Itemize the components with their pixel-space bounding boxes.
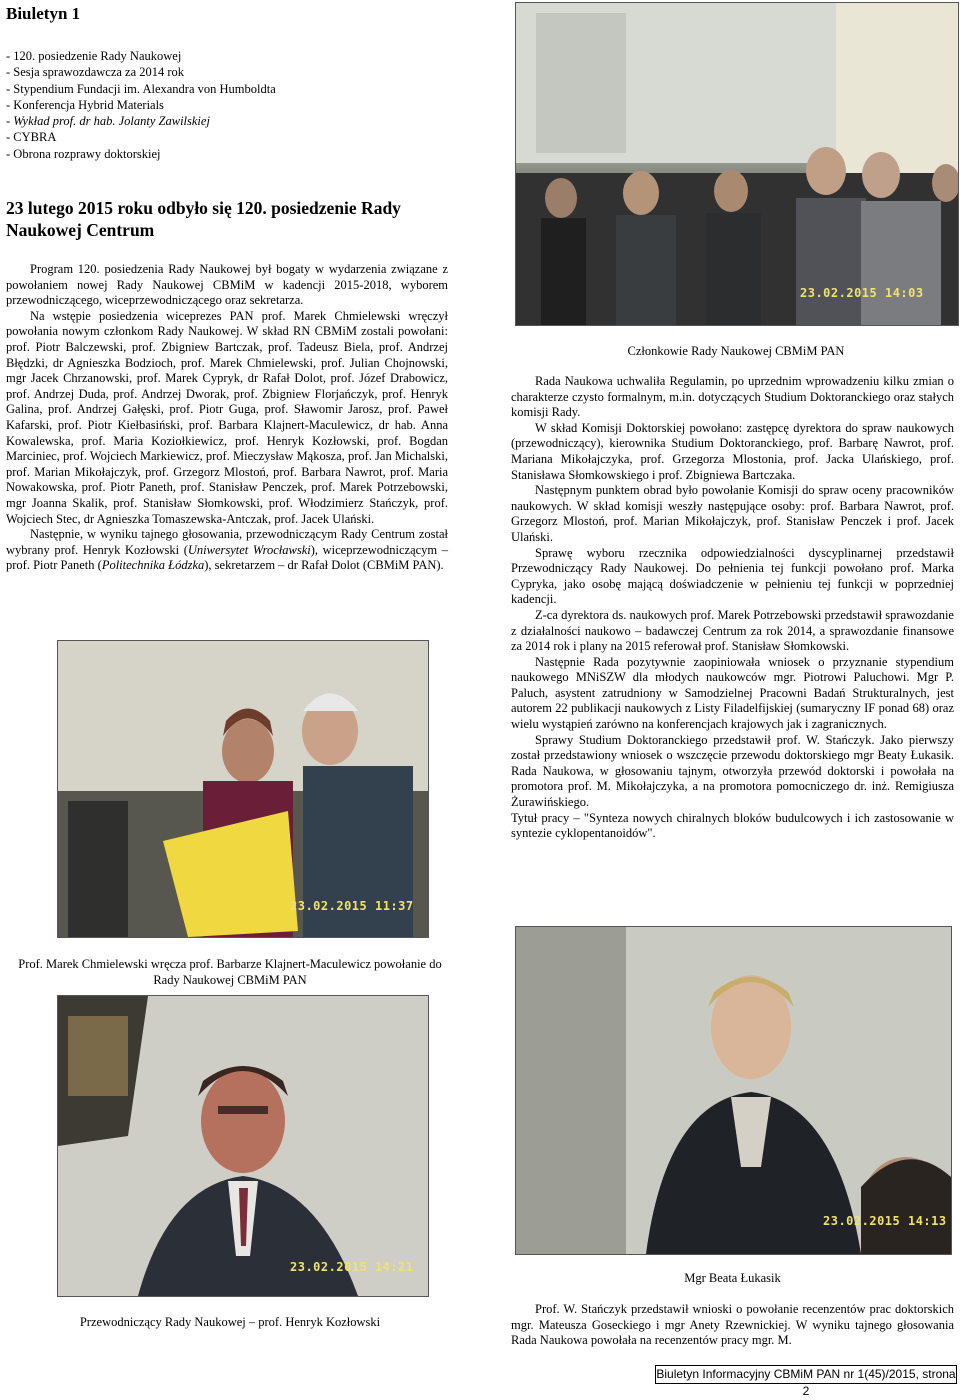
article-headline: 23 lutego 2015 roku odbyło się 120. posiedzenie Rady Naukowej Centrum xyxy=(6,198,401,240)
photo-caption: Przewodniczący Rady Naukowej – prof. Henryk Kozłowski xyxy=(79,1315,381,1329)
paragraph: Następnie Rada pozytywnie zaopiniowała wniosek o przyznanie stypendium naukowego MNiSZW dla młodych naukowców mgr. Piotrowi Paluchowi. Mgr P. Paluch, asystent zatrudniony w Samodzielnej Pracowni Badań Strukturalnych, jest autorem 22 publikacji naukowych z Listy Filadelfijskiej (sumaryczny IF ponad 68) oraz wielu wystąpień zarówno na konferencjach krajowych jak i zagranicznych. xyxy=(511,654,954,732)
paragraph: Prof. W. Stańczyk przedstawił wnioski o powołanie recenzentów prac doktorskich mgr. Mateusza Goseckiego i mgr Anety Rzewnickiej. W wyniku tajnego głosowania Rada Naukowa powołała na recenzentów pracy mgr. M. xyxy=(511,1302,954,1348)
paragraph: W skład Komisji Doktorskiej powołano: zastępcę dyrektora do spraw naukowych (przewodniczący), kierownika Studium Doktoranckiego, prof. Barbarę Nawrot, prof. Mariana Mikołajczyka, prof. Grzegorza Mlostonia, prof. Jacka Ulańskiego, prof. Stanisława Słomkowskiego i prof. Zbigniewa Bartczaka. xyxy=(511,420,954,482)
text-run: Następnie, w wyniku tajnego głosowania, przewodniczącym Rady Centrum został wybrany prof. Henryk Kozłowski ( xyxy=(6,527,448,557)
speaker-photo xyxy=(515,926,952,1255)
appointment-image xyxy=(58,641,428,937)
toc-item: - Sesja sprawozdawcza za 2014 rok xyxy=(6,65,185,80)
council-members-image xyxy=(516,3,958,325)
bottom-right-text xyxy=(511,1302,954,1349)
right-column xyxy=(511,374,954,842)
photo-caption: Prof. Marek Chmielewski wręcza prof. Barbarze Klajnert-Maculewicz powołanie do Rady Naukowej CBMiM PAN xyxy=(18,957,442,987)
appointment-photo xyxy=(57,640,429,938)
election-paragraph xyxy=(6,527,448,574)
photo-timestamp: 23.02.2015 14:21 xyxy=(290,1260,414,1274)
chairman-photo xyxy=(57,995,429,1297)
photo-caption: Mgr Beata Łukasik xyxy=(684,1271,781,1285)
photo-caption: Członkowie Rady Naukowej CBMiM PAN xyxy=(627,344,845,358)
university-name: Uniwersytet Wrocławski xyxy=(187,542,311,557)
paragraph: Następnym punktem obrad było powołanie Komisji do spraw oceny pracowników naukowych. W skład komisji weszły następujące osoby: prof. Barbara Nawrot, prof. Grzegorz Mlostoń, prof. Marian Mikołajczyk, prof. Stanisław Penczek i prof. Jacek Ulański. xyxy=(511,483,954,544)
toc-item: - Wykład prof. dr hab. Jolanty Zawilskiej xyxy=(6,114,210,129)
paragraph: Rada Naukowa uchwaliła Regulamin, po uprzednim wprowadzeniu kilku zmian o charakterze czysto formalnym, m.in. dotyczących Studium Doktoranckiego oraz stałych komisji Rady. xyxy=(511,374,954,420)
photo-timestamp: 23.02.2015 11:37 xyxy=(290,899,414,913)
toc-item: - Konferencja Hybrid Materials xyxy=(6,97,164,112)
speaker-image xyxy=(516,927,951,1254)
toc-item: - 120. posiedzenie Rady Naukowej xyxy=(6,49,182,63)
toc-item: - Stypendium Fundacji im. Alexandra von Humboldta xyxy=(6,81,276,96)
paragraph: Program 120. posiedzenia Rady Naukowej był bogaty w wydarzenia związane z powołaniem nowej Rady Naukowej CBMiM w kadencji 2015-2018, wyborem przewodniczącego, wiceprzewodniczącego oraz sekretarza. xyxy=(6,262,448,308)
page-footer: Biuletyn Informacyjny CBMiM PAN nr 1(45)/2015, strona 2 xyxy=(656,1367,956,1398)
table-of-contents xyxy=(6,48,276,162)
left-column xyxy=(6,262,448,574)
text-run: ), wiceprzewodniczącym – prof. Piotr Paneth ( xyxy=(6,542,448,573)
university-name: Politechnika Łódzka xyxy=(101,558,205,573)
toc-item: - Obrona rozprawy doktorskiej xyxy=(6,146,161,161)
thesis-title: Tytuł pracy – "Synteza nowych chiralnych bloków budulcowych i ich zastosowanie w syntezie cyklopentanoidów". xyxy=(511,810,954,841)
paragraph: Na wstępie posiedzenia wiceprezes PAN prof. Marek Chmielewski wręczył powołania nowym członkom Rady Naukowej. W skład RN CBMiM zostali powołani: prof. Piotr Balczewski, prof. Zbigniew Bartczak, prof. Tadeusz Biela, prof. Andrzej Błędzki, dr Agnieszka Bodzioch, prof. Marek Chmielewski, prof. Julian Chojnowski, mgr Jacek Chrzanowski, prof. Marek Cypryk, dr Rafał Dolot, prof. Józef Drabowicz, prof. Andrzej Duda, prof. Andrzej Dworak, prof. Zbigniew Florjańczyk, prof. Henryk Galina, prof. Andrzej Gałęski, prof. Piotr Guga, prof. Sławomir Jarosz, prof. Paweł Kafarski, prof. Piotr Kiełbasiński, prof. Barbara Klajnert-Maculewicz, dr hab. Anna Kowalewska, prof. Maria Koziołkiewicz, prof. Henryk Kozłowski, prof. Bogdan Marciniec, prof. Wojciech Markiewicz, prof. Mieczysław Mąkosza, prof. Jan Michalski, prof. Marian Mikołajczyk, prof. Grzegorz Mlostoń, prof. Barbara Nawrot, prof. Maria Nowakowska, prof. Piotr Paneth, prof. Stanisław Penczek, prof. Marek Potrzebowski, mgr Joanna Skalik, prof. Stanisław Słomkowski, prof. Włodzimierz Stańczyk, prof. Wojciech Stec, dr Agnieszka Tomaszewska-Antczak, prof. Jacek Ulański. xyxy=(6,308,448,526)
photo-timestamp: 23.02.2015 14:13 xyxy=(823,1214,947,1228)
paragraph: Sprawy Studium Doktoranckiego przedstawił prof. W. Stańczyk. Jako pierwszy został przedstawiony wniosek o wszczęcie przewodu doktorskiego mgr Beaty Łukasik. Rada Naukowa, w głosowaniu tajnym, otworzyła przewód doktorski i powołała na promotora prof. M. Mikołajczyka, a na promotora pomocniczego dr. inż. Remigiusza Żurawińskiego. xyxy=(511,732,954,810)
paragraph: Z-ca dyrektora ds. naukowych prof. Marek Potrzebowski przedstawił sprawozdanie z działalności naukowo – badawczej Centrum za rok 2014, a sprawozdanie finansowe za 2014 rok i plany na 2015 referował prof. Stanisław Słomkowski. xyxy=(511,607,954,654)
bulletin-title: Biuletyn 1 xyxy=(6,4,81,23)
photo-timestamp: 23.02.2015 14:03 xyxy=(800,286,924,300)
text-run: ), sekretarzem – dr Rafał Dolot (CBMiM PAN). xyxy=(204,558,444,573)
council-members-photo xyxy=(515,2,959,326)
paragraph: Sprawę wyboru rzecznika odpowiedzialności dyscyplinarnej przedstawił Przewodniczący Rady Naukowej. Do pełnienia tej funkcji powołano prof. Marka Cypryka, jako osobę mającą doświadczenie w pełnieniu tej funkcji w poprzedniej kadencji. xyxy=(511,545,954,607)
chairman-image xyxy=(58,996,428,1296)
toc-item: - CYBRA xyxy=(6,130,57,145)
